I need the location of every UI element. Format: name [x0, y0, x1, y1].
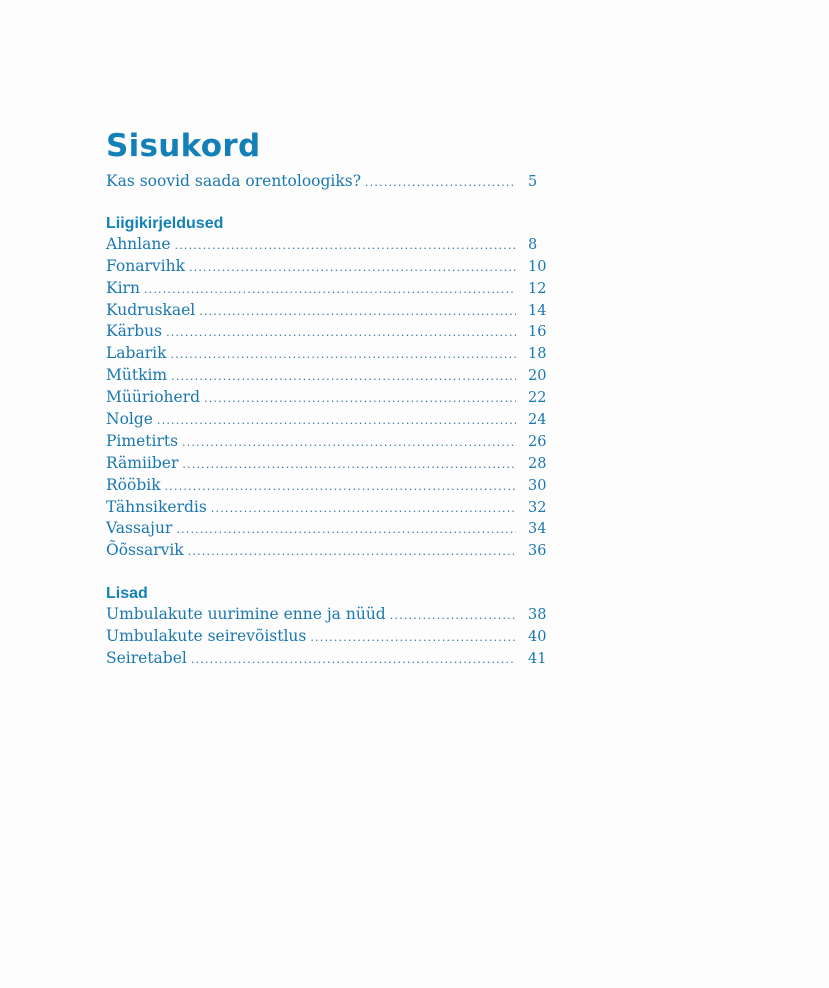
toc-entry-page: 36 [528, 543, 547, 560]
toc-entry-label: Vassajur [106, 519, 173, 538]
section-heading: Lisad [106, 585, 148, 603]
toc-entry[interactable] [106, 518, 546, 540]
toc-entry-label: Nolge [106, 410, 153, 429]
toc-leader [106, 321, 516, 344]
toc-leader [106, 497, 516, 520]
toc-entry-label: Fonarvihk [106, 256, 185, 275]
toc-entry-page: 5 [528, 174, 538, 190]
toc-leader [106, 278, 516, 301]
toc-entry-page: 12 [528, 280, 547, 297]
toc-entry-label: Mütkim [106, 366, 168, 385]
toc-entry-label: Rööbik [106, 475, 161, 494]
toc-leader [106, 453, 516, 476]
toc-leader [106, 518, 516, 541]
toc-entry[interactable] [106, 475, 546, 497]
dot-leader [171, 365, 516, 388]
dot-leader [182, 431, 516, 454]
spacer [106, 562, 546, 583]
toc-leader [106, 171, 516, 194]
dot-leader [365, 171, 516, 194]
toc-leader [106, 343, 516, 366]
dot-leader [176, 518, 516, 541]
toc-entry[interactable] [106, 321, 546, 343]
dot-leader [191, 648, 516, 671]
toc-entry-label: Tähnsikerdis [106, 497, 207, 516]
toc-leader [106, 256, 516, 279]
toc-sections [106, 213, 546, 670]
toc-entry-page: 10 [528, 258, 547, 275]
toc-leader [106, 431, 516, 454]
toc-leader [106, 540, 516, 563]
toc-entry-label: Umbulakute seirevõistlus [106, 627, 307, 646]
toc-entry-label: Rämiiber [106, 453, 179, 472]
dot-leader [211, 497, 516, 520]
page-title: Sisukord [106, 128, 261, 164]
toc-entry-label: Kudruskael [106, 300, 196, 319]
spacer [106, 193, 546, 213]
dot-leader [204, 387, 516, 410]
toc-entry-label: Pimetirts [106, 431, 179, 450]
toc-leader [106, 648, 516, 671]
toc-leader [106, 626, 516, 649]
toc-entry-label: Kirn [106, 278, 140, 297]
toc-entry-page: 26 [528, 433, 547, 450]
toc-entry-page: 24 [528, 412, 547, 429]
dot-leader [170, 343, 516, 366]
toc-entry-page: 22 [528, 390, 547, 407]
toc-entry-page: 41 [528, 651, 547, 668]
toc-entry[interactable] [106, 365, 546, 387]
toc-entry[interactable] [106, 626, 546, 648]
toc-entry-page: 28 [528, 455, 547, 472]
toc-entry[interactable] [106, 431, 546, 453]
toc-entry-page: 8 [528, 236, 538, 253]
toc-entry[interactable] [106, 343, 546, 365]
dot-leader [182, 453, 516, 476]
dot-leader [166, 321, 516, 344]
toc-entry[interactable] [106, 540, 546, 562]
toc-leader [106, 475, 516, 498]
section-heading: Liigikirjeldused [106, 214, 224, 232]
toc-entry-page: 14 [528, 302, 547, 319]
toc-leader [106, 409, 516, 432]
toc-entry-page: 40 [528, 629, 547, 646]
toc-entry-label: Kas soovid saada orentoloogiks? [106, 172, 362, 190]
dot-leader [165, 475, 516, 498]
toc-entry-page: 38 [528, 607, 547, 624]
toc-entry-page: 16 [528, 324, 547, 341]
dot-leader [175, 234, 516, 257]
toc-entry[interactable] [106, 278, 546, 300]
toc-entry-label: Kärbus [106, 322, 163, 341]
toc-entry[interactable] [106, 300, 546, 322]
toc-entry[interactable] [106, 453, 546, 475]
toc-entry[interactable] [106, 256, 546, 278]
toc-leader [106, 234, 516, 257]
toc-entry-page: 18 [528, 346, 547, 363]
toc-entry-label: Labarik [106, 344, 167, 363]
toc-entry-page: 32 [528, 499, 547, 516]
toc-entry[interactable] [106, 648, 546, 670]
toc-entry-label: Ahnlane [106, 234, 171, 253]
toc-entry-intro[interactable] [106, 171, 546, 193]
toc-entry[interactable] [106, 234, 546, 256]
toc-entry-page: 30 [528, 477, 547, 494]
table-of-contents [106, 126, 546, 670]
dot-leader [189, 256, 516, 279]
toc-entry-label: Seiretabel [106, 649, 187, 668]
toc-entry[interactable] [106, 497, 546, 519]
dot-leader [199, 300, 516, 323]
dot-leader [157, 409, 516, 432]
dot-leader [310, 626, 516, 649]
dot-leader [390, 604, 516, 627]
toc-leader [106, 604, 516, 627]
toc-leader [106, 387, 516, 410]
toc-entry-page: 34 [528, 521, 547, 538]
toc-entry-label: Müürioherd [106, 388, 201, 407]
toc-entry[interactable] [106, 387, 546, 409]
toc-entry-label: Õõssarvik [106, 541, 184, 560]
toc-entry-label: Umbulakute uurimine enne ja nüüd [106, 605, 386, 624]
toc-entry[interactable] [106, 409, 546, 431]
dot-leader [188, 540, 516, 563]
dot-leader [144, 278, 516, 301]
toc-entry[interactable] [106, 604, 546, 626]
toc-entry-page: 20 [528, 368, 547, 385]
toc-leader [106, 365, 516, 388]
toc-leader [106, 300, 516, 323]
